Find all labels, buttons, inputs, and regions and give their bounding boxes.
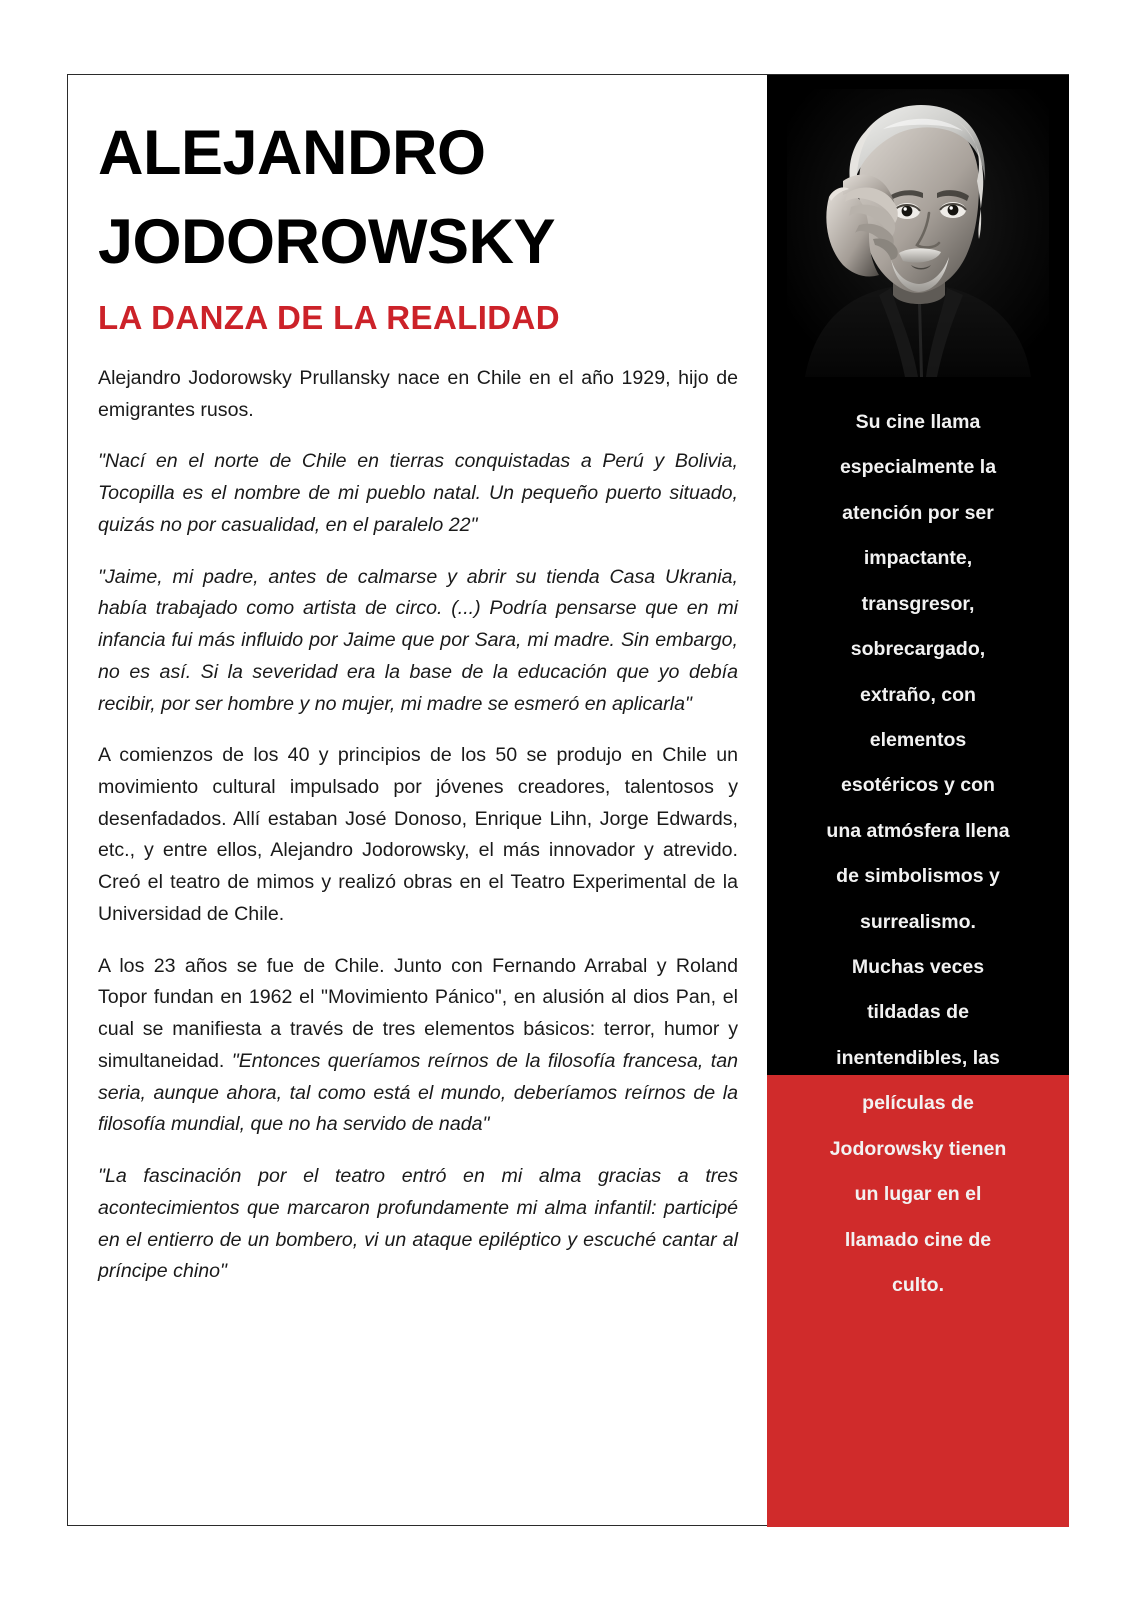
paragraph-quote-padre: "Jaime, mi padre, antes de calmarse y abrir su tienda Casa Ukrania, había trabajado como artista de circo. (...) Podría pensarse que en mi infancia fui más influido por Jaime que por Sara, mi madre. Sin embargo, no es así. Si la severidad era la base de la educación que yo debía recibir, por ser hombre y no mujer, mi madre se esmeró en aplicarla" (98, 565, 738, 715)
paragraph-panico-quote: "Entonces queríamos reírnos de la filosofía francesa, tan seria, aunque ahora, tal como está el mundo, deberíamos reírnos de la filosofía mundial, que no ha servido de nada" (98, 1049, 738, 1136)
caption-line: atención por ser (842, 501, 994, 524)
caption-line: de simbolismos y (836, 865, 1000, 888)
main-text-column (98, 75, 738, 1308)
document-page (67, 74, 1069, 1526)
caption-line: esotéricos y con (841, 774, 995, 797)
paragraph-panico-lead: A los 23 años se fue de Chile. Junto con Fernando Arrabal y Roland Topor fundan en 1962 el "Movimiento Pánico", en alusión al dios Pan, el cual se manifiesta a través de tres elementos básicos: terror, humor y simultaneidad. (98, 954, 738, 1072)
caption-line: especialmente la (839, 456, 997, 479)
caption-line: elementos (869, 728, 967, 751)
sidebar-caption (775, 400, 1061, 1308)
caption-line: sobrecargado, (850, 638, 986, 661)
caption-line: surrealismo. (860, 910, 976, 933)
page-title-line-2: JODOROWSKY (98, 207, 556, 278)
page-title-line-1: ALEJANDRO (98, 118, 486, 188)
caption-line: inentendibles, las (836, 1046, 1000, 1069)
caption-line: películas de (862, 1092, 974, 1115)
caption-line: una atmósfera llena (826, 819, 1010, 842)
caption-line: culto. (892, 1274, 944, 1297)
caption-line: transgresor, (861, 592, 975, 615)
paragraph-movimiento-cultural: A comienzos de los 40 y principios de los 50 se produjo en Chile un movimiento cultural impulsado por jóvenes creadores, talentosos y desenfadados. Allí estaban José Donoso, Enrique Lihn, Jorge Edwards, etc., y entre ellos, Alejandro Jodorowsky, el más innovador y atrevido. Creó el teatro de mimos y realizó obras en el Teatro Experimental de la Universidad de Chile. (98, 744, 738, 925)
body-text (98, 363, 738, 1288)
caption-line: Jodorowsky tienen (829, 1137, 1007, 1160)
caption-line: impactante, (863, 547, 973, 570)
portrait-photo (787, 89, 1049, 377)
caption-line: tildadas de (867, 1001, 969, 1024)
caption-line: un lugar en el (854, 1183, 982, 1206)
page-subtitle: LA DANZA DE LA REALIDAD (98, 298, 560, 336)
paragraph-movimiento-panico (98, 951, 738, 1141)
paragraph-quote-teatro: "La fascinación por el teatro entró en mi alma gracias a tres acontecimientos que marcaron profundamente mi alma infantil: participé en el entierro de un bombero, vi un ataque epiléptico y escuché cantar al príncipe chino" (98, 1165, 738, 1283)
caption-line: Su cine llama (855, 411, 981, 433)
title-block (98, 109, 738, 337)
portrait-photo-graphic (787, 89, 1049, 377)
paragraph-quote-nacimiento: "Nací en el norte de Chile en tierras conquistadas a Perú y Bolivia, Tocopilla es el nombre de mi pueblo natal. Un pequeño puerto situado, quizás no por casualidad, en el paralelo 22" (98, 450, 738, 536)
paragraph-intro: Alejandro Jodorowsky Prullansky nace en Chile en el año 1929, hijo de emigrantes rusos. (98, 366, 738, 421)
caption-line: extraño, con (860, 683, 976, 706)
caption-line: llamado cine de (844, 1228, 992, 1251)
sidebar-panel (767, 75, 1069, 1527)
caption-line: Muchas veces (851, 956, 985, 979)
